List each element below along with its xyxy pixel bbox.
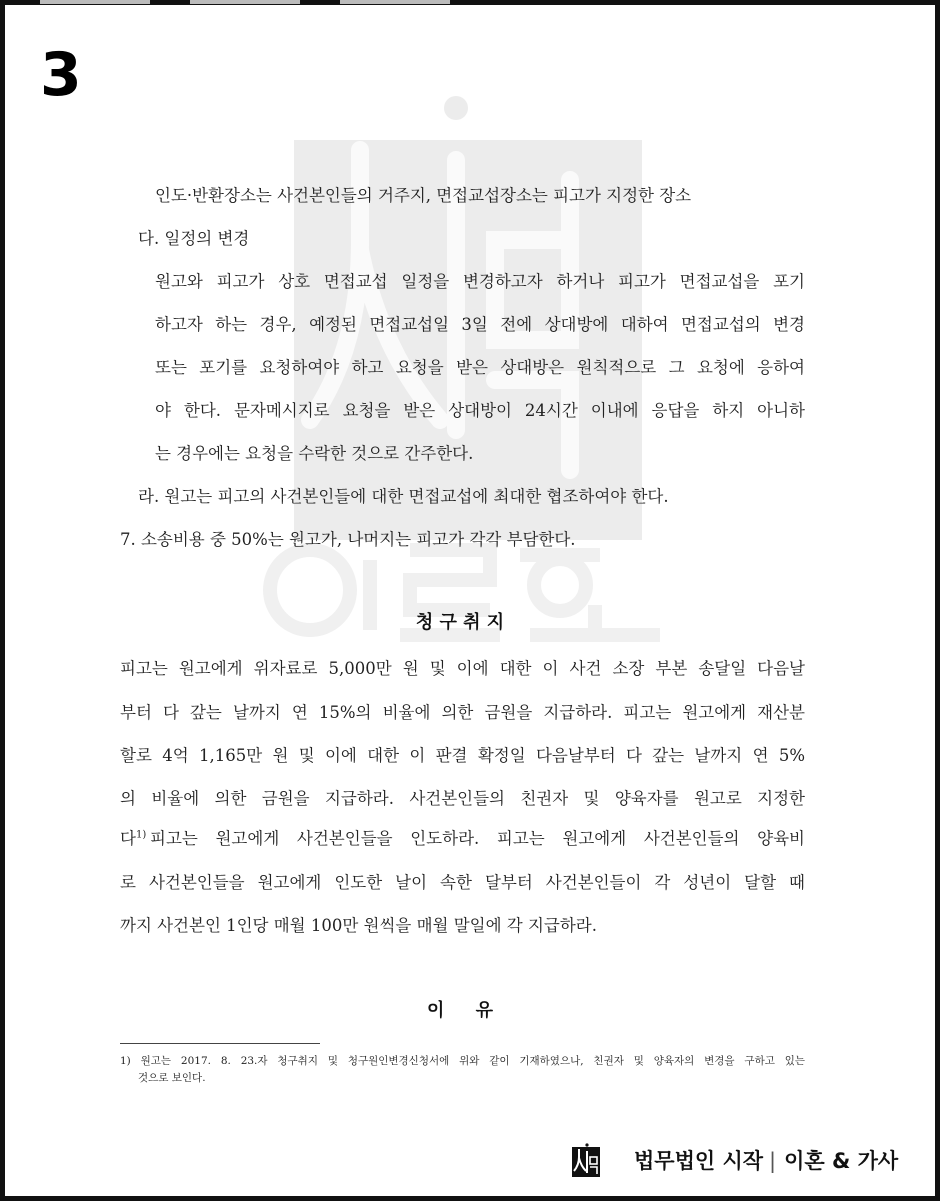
claim-line-prefix <box>120 829 146 849</box>
claim-line: 로 사건본인들을 원고에게 인도한 날이 속한 달부터 사건본인들이 각 성년이 달할 때 <box>120 873 805 892</box>
page-number: 3 <box>40 40 82 110</box>
claim-line: 할로 4억 1,165만 원 및 이에 대한 이 판결 확정일 다음날부터 다 갚는 날까지 연 5% <box>120 746 805 765</box>
change-para-line: 야 한다. 문자메시지로 요청을 받은 상대방이 24시간 이내에 응답을 하지 아니하 <box>155 401 805 420</box>
claim-line-prefix-text: 다 <box>120 829 136 848</box>
claim-line: 피고는 원고에게 사건본인들을 인도하라. 피고는 원고에게 사건본인들의 양육비 <box>150 829 805 848</box>
brand-name: 법무법인 시작 <box>634 1149 764 1173</box>
brand-tagline: 이혼 & 가사 <box>784 1149 899 1173</box>
brand-separator: | <box>769 1149 777 1173</box>
brand-text <box>634 1146 898 1176</box>
claim-line: 부터 다 갚는 날까지 연 15%의 비율에 의한 금원을 지급하라. 피고는 원고에게 재산분 <box>120 703 805 722</box>
footnote-line: 것으로 보인다. <box>138 1072 206 1084</box>
change-para-line: 원고와 피고가 상호 면접교섭 일정을 변경하고자 하거나 피고가 면접교섭을 포기 <box>155 272 805 291</box>
brand-footer <box>570 1143 910 1179</box>
claim-line: 까지 사건본인 1인당 매월 100만 원씩을 매월 말일에 각 지급하라. <box>120 916 597 935</box>
item-ra: 라. 원고는 피고의 사건본인들에 대한 면접교섭에 최대한 협조하여야 한다. <box>138 487 669 506</box>
change-para-line: 는 경우에는 요청을 수락한 것으로 간주한다. <box>155 444 474 463</box>
item-da-heading: 다. 일정의 변경 <box>138 229 250 248</box>
claim-heading: 청 구 취 지 <box>415 612 505 633</box>
footnote-ref[interactable]: 1) <box>135 829 147 841</box>
footnote-line: 1) 원고는 2017. 8. 23.자 청구취지 및 청구원인변경신청서에 위와 같이 기재하였으나, 친권자 및 양육자의 변경을 구하고 있는 <box>120 1055 805 1067</box>
claim-line: 피고는 원고에게 위자료로 5,000만 원 및 이에 대한 이 사건 소장 부본 송달일 다음날 <box>120 659 805 678</box>
brand-logo-icon <box>570 1143 602 1179</box>
top-clipped-text <box>40 0 600 4</box>
reason-heading: 이 유 <box>426 1000 494 1021</box>
delivery-place-line: 인도·반환장소는 사건본인들의 거주지, 면접교섭장소는 피고가 지정한 장소 <box>155 186 692 205</box>
item-7: 7. 소송비용 중 50%는 원고가, 나머지는 피고가 각각 부담한다. <box>120 530 576 549</box>
claim-line: 의 비율에 의한 금원을 지급하라. 사건본인들의 친권자 및 양육자를 원고로 지정한 <box>120 789 805 808</box>
change-para-line: 또는 포기를 요청하여야 하고 요청을 받은 상대방은 원칙적으로 그 요청에 응하여 <box>155 358 805 377</box>
change-para-line: 하고자 하는 경우, 예정된 면접교섭일 3일 전에 상대방에 대하여 면접교섭의 변경 <box>155 315 805 334</box>
footnote-rule <box>120 1043 320 1044</box>
